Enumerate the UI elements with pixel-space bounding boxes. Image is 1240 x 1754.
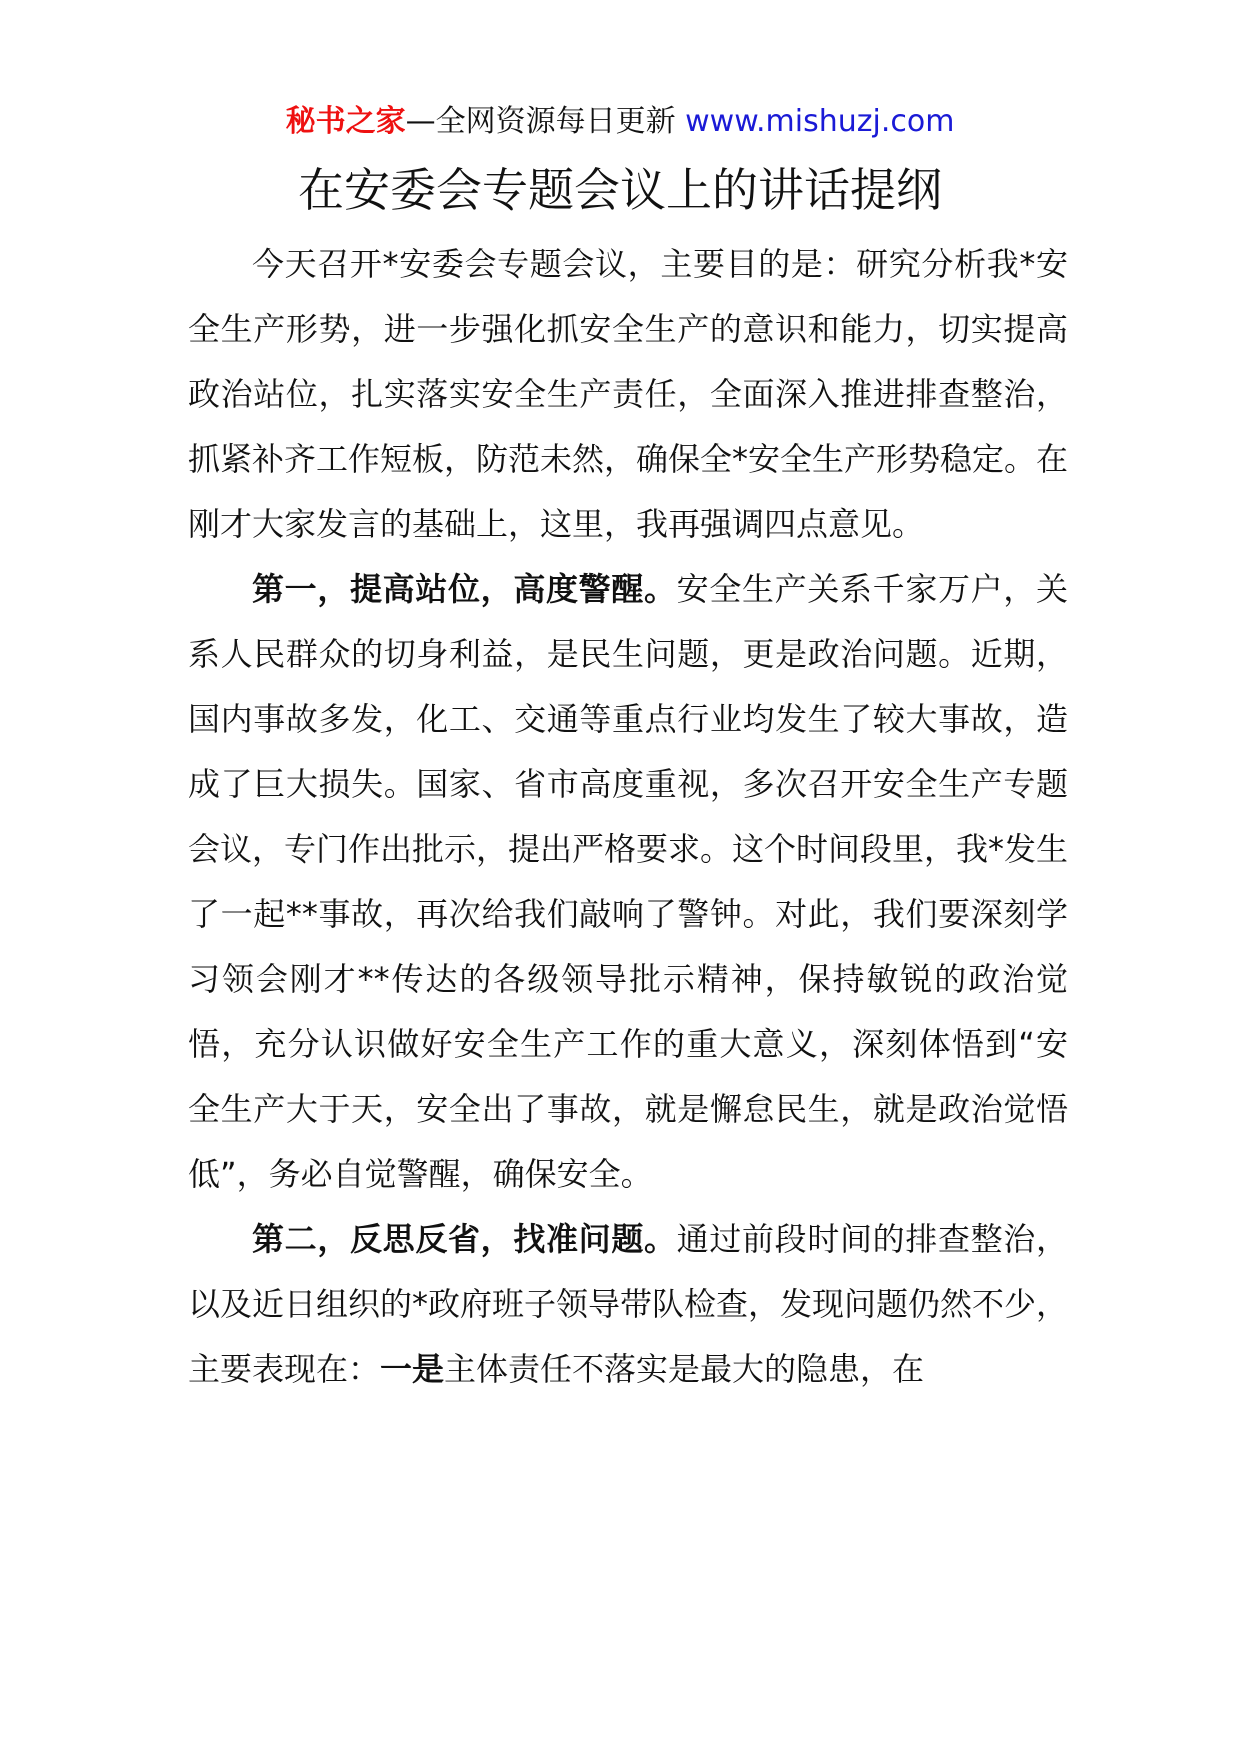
site-header — [0, 102, 1240, 142]
brand-name: 秘书之家 — [285, 104, 406, 139]
paragraph-text: 安全生产关系千家万户，关系人民群众的切身利益，是民生问题，更是政治问题。近期，国内事故多发，化工、交通等重点行业均发生了较大事故，造成了巨大损失。国家、省市高度重视，多次召开安全生产专题会议，专门作出批示，提出严格要求。这个时间段里，我*发生了一起**事故，再次给我们敲响了警钟。对此，我们要深刻学习领会刚才**传达的各级领导批示精神，保持敏锐的政治觉悟，充分认识做好安全生产工作的重大意义，深刻体悟到“安全生产大于天，安全出了事故，就是懈怠民生，就是政治觉悟低”，务必自觉警醒，确保安全。 — [188, 570, 1069, 1193]
paragraph-text: 今天召开*安委会专题会议，主要目的是：研究分析我*安全生产形势，进一步强化抓安全生产的意识和能力，切实提高政治站位，扎实落实安全生产责任，全面深入推进排查整治，抓紧补齐工作短板，防范未然，确保全*安全生产形势稳定。在刚才大家发言的基础上，这里，我再强调四点意见。 — [188, 245, 1069, 543]
paragraph-heading: 第一，提高站位，高度警醒。 — [252, 570, 677, 608]
paragraph-text-tail: 主体责任不落实是最大的隐患，在 — [444, 1350, 925, 1388]
paragraph-intro — [188, 232, 1068, 557]
paragraph-heading: 第二，反思反省，找准问题。 — [252, 1220, 677, 1258]
document-title: 在安委会专题会议上的讲话提纲 — [298, 163, 942, 217]
paragraph-point-one — [188, 557, 1068, 1207]
paragraph-point-two — [188, 1207, 1068, 1402]
inline-emphasis: 一是 — [380, 1350, 445, 1388]
document-body — [188, 232, 1068, 1402]
site-tagline: —全网资源每日更新 — [405, 104, 676, 139]
paragraph-text: 通过前段时间的排查整治，以及近日组织的*政府班子领导带队检查，发现问题仍然不少，主要表现在： — [188, 1220, 1069, 1388]
site-url-link[interactable]: www.mishuzj.com — [685, 104, 955, 139]
